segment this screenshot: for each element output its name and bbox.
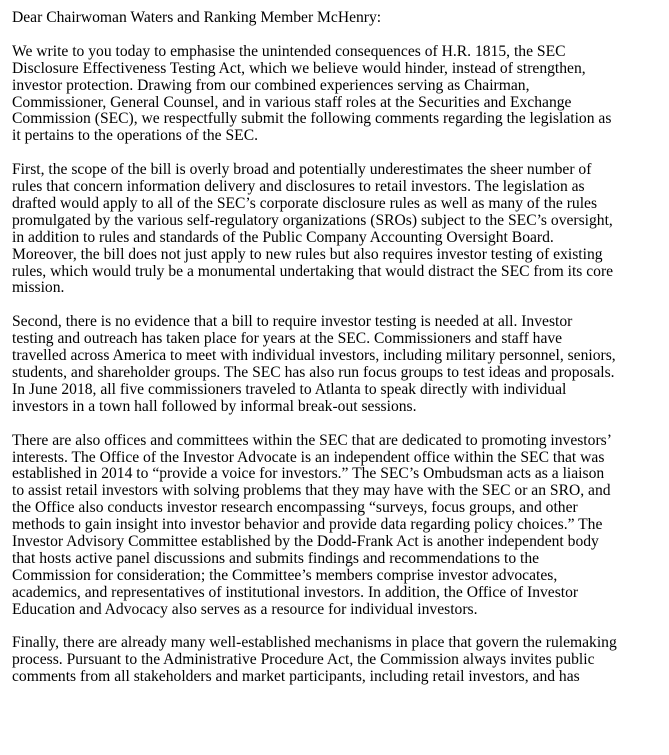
paragraph-line: We write to you today to emphasise the unintended consequences of H.R. 1815, the SEC: [12, 42, 566, 60]
paragraph-line: Moreover, the bill does not just apply to new rules but also requires investor testing of existing: [12, 245, 603, 263]
paragraph-line: drafted would apply to all of the SEC’s corporate disclosure rules as well as many of the rules: [12, 194, 598, 212]
paragraph-line: process. Pursuant to the Administrative Procedure Act, the Commission always invites public: [12, 651, 595, 669]
paragraph-finally-mechanisms: [12, 635, 662, 686]
paragraph-intro: [12, 44, 662, 145]
paragraph-line: comments from all stakeholders and market participants, including retail investors, and has: [12, 668, 580, 686]
paragraph-line: established in 2014 to “provide a voice for investors.” The SEC’s Ombudsman acts as a liaison: [12, 465, 605, 483]
salutation: [12, 0, 662, 27]
paragraph-line: it pertains to the operations of the SEC.: [12, 127, 258, 145]
paragraph-line: rules that concern information delivery and disclosures to retail investors. The legislation as: [12, 178, 585, 196]
paragraph-second-evidence: [12, 314, 662, 415]
paragraph-line: methods to gain insight into investor behavior and provide data regarding policy choices.” The: [12, 516, 603, 534]
paragraph-line: Finally, there are already many well-established mechanisms in place that govern the rulemaking: [12, 634, 617, 652]
paragraph-line: the Office also conducts investor research encompassing “surveys, focus groups, and other: [12, 499, 578, 517]
paragraph-line: Second, there is no evidence that a bill to require investor testing is needed at all. Investor: [12, 313, 573, 331]
paragraph-line: interests. The Office of the Investor Advocate is an independent office within the SEC that was: [12, 448, 605, 466]
paragraph-line: testing and outreach has taken place for years at the SEC. Commissioners and staff have: [12, 330, 563, 348]
paragraph-line: First, the scope of the bill is overly broad and potentially underestimates the sheer number of: [12, 161, 592, 179]
letter-page: [12, 0, 662, 686]
paragraph-line: mission.: [12, 279, 65, 297]
paragraph-line: rules, which would truly be a monumental undertaking that would distract the SEC from its core: [12, 262, 614, 280]
paragraph-line: in addition to rules and standards of the Public Company Accounting Oversight Board.: [12, 228, 554, 246]
paragraph-line: Education and Advocacy also serves as a resource for individual investors.: [12, 600, 478, 618]
paragraph-line: investor protection. Drawing from our combined experiences serving as Chairman,: [12, 76, 530, 94]
paragraph-line: to assist retail investors with solving problems that they may have with the SEC or an SRO, and: [12, 482, 611, 500]
paragraph-offices-committees: [12, 433, 662, 619]
paragraph-line: travelled across America to meet with individual investors, including military personnel, seniors,: [12, 347, 616, 365]
paragraph-line: promulgated by the various self-regulatory organizations (SROs) subject to the SEC’s oversight,: [12, 211, 613, 229]
paragraph-line: students, and shareholder groups. The SEC has also run focus groups to test ideas and proposals.: [12, 363, 615, 381]
paragraph-first-scope: [12, 162, 662, 297]
paragraph-line: Commission for consideration; the Committee’s members comprise investor advocates,: [12, 566, 558, 584]
paragraph-line: Commissioner, General Counsel, and in various staff roles at the Securities and Exchange: [12, 93, 572, 111]
paragraph-line: There are also offices and committees within the SEC that are dedicated to promoting investors’: [12, 431, 612, 449]
paragraph-line: investors in a town hall followed by informal break-out sessions.: [12, 397, 417, 415]
salutation-line: Dear Chairwoman Waters and Ranking Member McHenry:: [12, 9, 382, 26]
paragraph-line: that hosts active panel discussions and submits findings and recommendations to the: [12, 549, 540, 567]
paragraph-line: In June 2018, all five commissioners traveled to Atlanta to speak directly with individual: [12, 380, 567, 398]
paragraph-line: Disclosure Effectiveness Testing Act, which we believe would hinder, instead of strengthen,: [12, 59, 586, 77]
paragraph-line: Commission (SEC), we respectfully submit the following comments regarding the legislation as: [12, 110, 612, 128]
paragraph-line: academics, and representatives of institutional investors. In addition, the Office of Investor: [12, 583, 579, 601]
paragraph-line: Investor Advisory Committee established by the Dodd-Frank Act is another independent body: [12, 533, 599, 551]
